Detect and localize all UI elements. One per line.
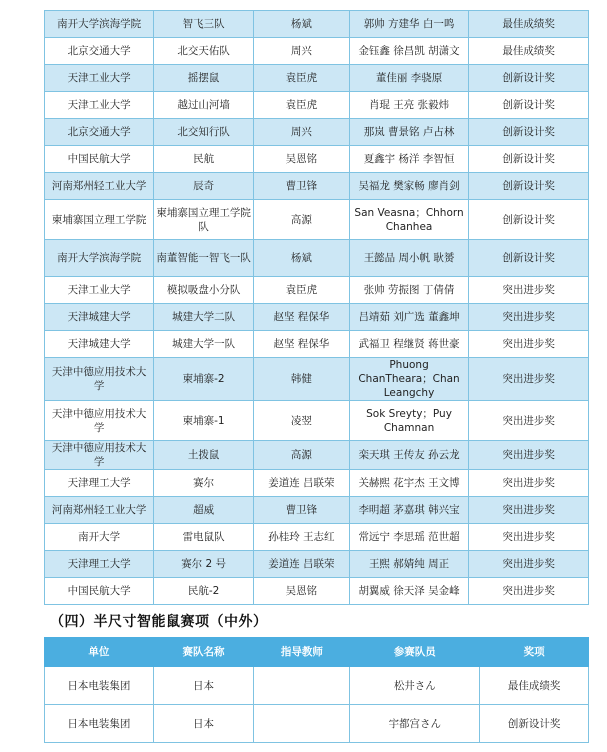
cell-team: 城建大学一队 (154, 331, 254, 358)
cell-teacher: 孙桂玲 王志红 (254, 524, 350, 551)
section-title: （四）半尺寸智能鼠赛项（中外） (50, 614, 268, 630)
cell-team: 南董智能一智飞一队 (154, 240, 254, 277)
cell-members: 胡翼威 徐天泽 吴金峰 (349, 578, 469, 605)
cell-unit: 天津理工大学 (45, 470, 154, 497)
cell-members: San Veasna；Chhorn Chanhea (349, 200, 469, 240)
table-row (45, 11, 589, 38)
cell-award: 突出进步奖 (469, 401, 589, 441)
cell-members: 肖琨 王亮 张毅炜 (349, 92, 469, 119)
cell-teacher: 周兴 (254, 119, 350, 146)
cell-teacher: 吴恩铭 (254, 578, 350, 605)
cell-team: 日本 (153, 705, 253, 743)
cell-teacher: 姜道连 吕联荣 (254, 551, 350, 578)
cell-members: 栾天琪 王传友 孙云龙 (349, 441, 469, 470)
cell-teacher: 周兴 (254, 38, 350, 65)
table-row (45, 524, 589, 551)
table-row (45, 358, 589, 401)
cell-unit: 天津工业大学 (45, 92, 154, 119)
cell-teacher: 赵坚 程保华 (254, 331, 350, 358)
cell-teacher: 袁臣虎 (254, 65, 350, 92)
cell-award: 最佳成绩奖 (480, 667, 589, 705)
cell-members: 吕靖茹 刘广选 董鑫坤 (349, 304, 469, 331)
foreign-awards-table (44, 637, 589, 743)
cell-members: 张帅 劳振图 丁倩倩 (349, 277, 469, 304)
cell-team: 柬埔寨国立理工学院队 (154, 200, 254, 240)
cell-members: 吴福龙 樊家畅 廖肖剑 (349, 173, 469, 200)
table-row (45, 173, 589, 200)
cell-team: 民航-2 (154, 578, 254, 605)
foreign-table-body (45, 667, 589, 743)
cell-team: 柬埔寨-2 (154, 358, 254, 401)
cell-unit: 河南郑州轻工业大学 (45, 497, 154, 524)
cell-team: 雷电鼠队 (154, 524, 254, 551)
cell-teacher: 曹卫锋 (254, 497, 350, 524)
cell-members: 王懿品 周小帆 耿赟 (349, 240, 469, 277)
cell-award: 突出进步奖 (469, 277, 589, 304)
cell-unit: 北京交通大学 (45, 38, 154, 65)
cell-award: 创新设计奖 (469, 65, 589, 92)
cell-members: 郭帅 方建华 白一鸣 (349, 11, 469, 38)
cell-members: 宇都宫さん (350, 705, 480, 743)
cell-team: 北交天佑队 (154, 38, 254, 65)
cell-members: 武福卫 程继贤 蒋世豪 (349, 331, 469, 358)
cell-team: 模拟吸盘小分队 (154, 277, 254, 304)
table-row (45, 38, 589, 65)
cell-unit: 天津理工大学 (45, 551, 154, 578)
cell-team: 智飞三队 (154, 11, 254, 38)
cell-teacher: 吴恩铭 (254, 146, 350, 173)
cell-team: 柬埔寨-1 (154, 401, 254, 441)
cell-award: 创新设计奖 (480, 705, 589, 743)
cell-teacher: 凌翌 (254, 401, 350, 441)
cell-unit: 南开大学滨海学院 (45, 240, 154, 277)
cell-members: 那岚 曹景铭 卢占林 (349, 119, 469, 146)
cell-members: 董佳丽 李骁原 (349, 65, 469, 92)
cell-award: 最佳成绩奖 (469, 11, 589, 38)
cell-members: 李明超 茅嘉琪 韩兴宝 (349, 497, 469, 524)
cell-unit: 天津工业大学 (45, 277, 154, 304)
table-header-row (45, 638, 589, 667)
cell-members: 夏鑫宇 杨洋 李智恒 (349, 146, 469, 173)
table-row (45, 667, 589, 705)
header-award: 奖项 (480, 638, 589, 667)
cell-members: 常远宁 李思瑶 范世超 (349, 524, 469, 551)
cell-team: 土拨鼠 (154, 441, 254, 470)
cell-award: 创新设计奖 (469, 146, 589, 173)
cell-team: 城建大学二队 (154, 304, 254, 331)
cell-award: 突出进步奖 (469, 304, 589, 331)
cell-award: 突出进步奖 (469, 551, 589, 578)
table-row (45, 705, 589, 743)
cell-award: 创新设计奖 (469, 92, 589, 119)
cell-teacher (254, 705, 350, 743)
cell-team: 赛尔 2 号 (154, 551, 254, 578)
cell-team: 赛尔 (154, 470, 254, 497)
table-row (45, 304, 589, 331)
cell-team: 超威 (154, 497, 254, 524)
cell-award: 创新设计奖 (469, 173, 589, 200)
table-row (45, 65, 589, 92)
table-row (45, 497, 589, 524)
table-row (45, 200, 589, 240)
table-row (45, 401, 589, 441)
cell-unit: 日本电装集团 (45, 667, 154, 705)
cell-unit: 中国民航大学 (45, 146, 154, 173)
cell-team: 摇摆鼠 (154, 65, 254, 92)
awards-table (44, 10, 589, 605)
table-row (45, 119, 589, 146)
cell-teacher: 曹卫锋 (254, 173, 350, 200)
cell-team: 辰奇 (154, 173, 254, 200)
table-row (45, 470, 589, 497)
cell-members: Phuong ChanTheara；Chan Leangchy (349, 358, 469, 401)
cell-teacher: 高源 (254, 200, 350, 240)
table-row (45, 92, 589, 119)
cell-unit: 天津中德应用技术大学 (45, 358, 154, 401)
cell-award: 突出进步奖 (469, 524, 589, 551)
cell-teacher: 姜道连 吕联荣 (254, 470, 350, 497)
cell-unit: 天津工业大学 (45, 65, 154, 92)
cell-teacher: 杨斌 (254, 240, 350, 277)
cell-teacher (254, 667, 350, 705)
cell-unit: 天津城建大学 (45, 331, 154, 358)
cell-members: 金钰鑫 徐昌凯 胡潇文 (349, 38, 469, 65)
cell-award: 创新设计奖 (469, 119, 589, 146)
cell-award: 创新设计奖 (469, 240, 589, 277)
cell-teacher: 袁臣虎 (254, 277, 350, 304)
cell-team: 日本 (153, 667, 253, 705)
table-row (45, 277, 589, 304)
table-row (45, 331, 589, 358)
table-row (45, 578, 589, 605)
cell-award: 突出进步奖 (469, 470, 589, 497)
cell-members: 关赫熙 花宇杰 王文博 (349, 470, 469, 497)
cell-unit: 南开大学 (45, 524, 154, 551)
cell-team: 北交知行队 (154, 119, 254, 146)
cell-unit: 柬埔寨国立理工学院 (45, 200, 154, 240)
cell-unit: 河南郑州轻工业大学 (45, 173, 154, 200)
table-row (45, 146, 589, 173)
cell-teacher: 袁臣虎 (254, 92, 350, 119)
header-members: 参赛队员 (350, 638, 480, 667)
table-row (45, 240, 589, 277)
cell-members: Sok Sreyty；Puy Chamnan (349, 401, 469, 441)
cell-teacher: 高源 (254, 441, 350, 470)
cell-teacher: 赵坚 程保华 (254, 304, 350, 331)
cell-unit: 日本电装集团 (45, 705, 154, 743)
header-unit: 单位 (45, 638, 154, 667)
awards-table-body (45, 11, 589, 605)
cell-unit: 北京交通大学 (45, 119, 154, 146)
cell-unit: 天津中德应用技术大学 (45, 401, 154, 441)
cell-award: 最佳成绩奖 (469, 38, 589, 65)
cell-unit: 天津中德应用技术大学 (45, 441, 154, 470)
cell-award: 突出进步奖 (469, 358, 589, 401)
header-team: 赛队名称 (153, 638, 253, 667)
cell-award: 突出进步奖 (469, 497, 589, 524)
table-row (45, 441, 589, 470)
cell-members: 松井さん (350, 667, 480, 705)
header-teacher: 指导教师 (254, 638, 350, 667)
cell-teacher: 杨斌 (254, 11, 350, 38)
cell-unit: 中国民航大学 (45, 578, 154, 605)
cell-award: 突出进步奖 (469, 578, 589, 605)
cell-award: 创新设计奖 (469, 200, 589, 240)
cell-team: 民航 (154, 146, 254, 173)
cell-members: 王熙 郝婧纯 周正 (349, 551, 469, 578)
cell-award: 突出进步奖 (469, 441, 589, 470)
cell-unit: 天津城建大学 (45, 304, 154, 331)
cell-award: 突出进步奖 (469, 331, 589, 358)
cell-unit: 南开大学滨海学院 (45, 11, 154, 38)
cell-team: 越过山河墙 (154, 92, 254, 119)
cell-teacher: 韩健 (254, 358, 350, 401)
table-row (45, 551, 589, 578)
